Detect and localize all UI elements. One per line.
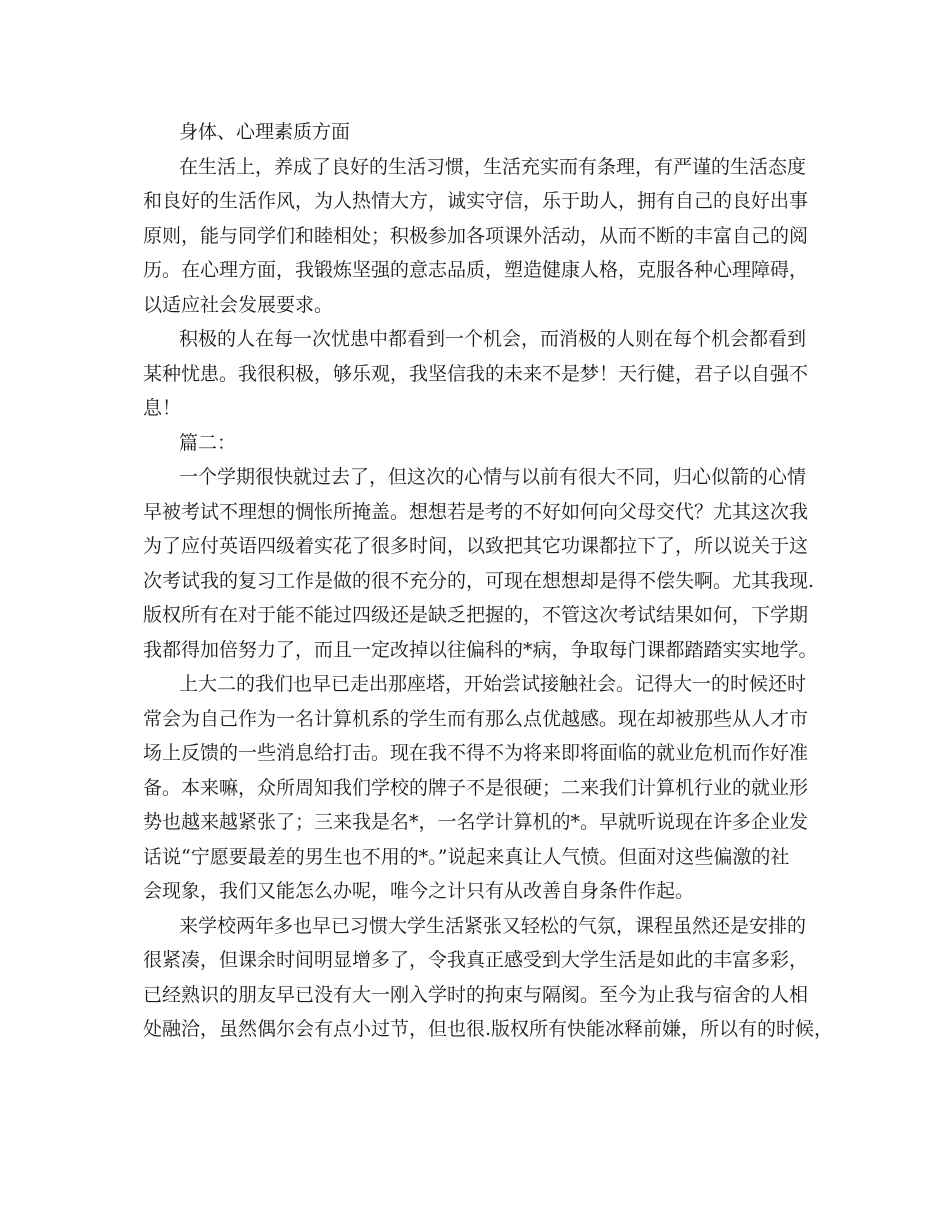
text-line: 已经熟识的朋友早已没有大一刚入学时的拘束与隔阂。至今为止我与宿舍的人相 [143, 983, 809, 1006]
text-line: 某种忧患。我很积极，够乐观，我坚信我的未来不是梦！天行健，君子以自强不 [143, 362, 809, 385]
text-line: 我都得加倍努力了，而且一定改掉以往偏科的*病，争取每门课都踏踏实实地学。 [143, 638, 818, 661]
text-line: 会现象，我们又能怎么办呢，唯今之计只有从改善自身条件作起。 [143, 880, 695, 902]
document-body [143, 115, 834, 1047]
text-line: 次考试我的复习工作是做的很不充分的，可现在想想却是得不偿失啊。尤其我现. [143, 569, 815, 592]
text-line: 和良好的生活作风，为人热情大方，诚实守信，乐于助人，拥有自己的良好出事 [143, 190, 809, 212]
text-line: 积极的人在每一次忧患中都看到一个机会，而消极的人则在每个机会都看到 [179, 328, 807, 350]
text-line: 息！ [143, 397, 182, 419]
text-line: 在生活上，养成了良好的生活习惯，生活充实而有条理，有严谨的生活态度 [179, 155, 807, 178]
text-line: 备。本来嘛，众所周知我们学校的牌子不是很硬；二来我们计算机行业的就业形 [143, 776, 809, 799]
text-line: 来学校两年多也早已习惯大学生活紧张又轻松的气氛，课程虽然还是安排的 [179, 914, 807, 937]
text-line: 身体、心理素质方面 [179, 121, 351, 143]
text-line: 为了应付英语四级着实花了很多时间，以致把其它功课都拉下了，所以说关于这 [143, 535, 809, 557]
text-line: 版权所有在对于能不能过四级还是缺乏把握的，不管这次考试结果如何，下学期 [143, 604, 809, 626]
text-line: 原则，能与同学们和睦相处；积极参加各项课外活动，从而不断的丰富自己的阅 [143, 224, 809, 247]
text-line: 篇二： [179, 431, 237, 454]
text-line: 早被考试不理想的惆怅所掩盖。想想若是考的不好如何向父母交代？尤其这次我 [143, 500, 809, 523]
text-line: 很紧凑，但课余时间明显增多了，令我真正感受到大学生活是如此的丰富多彩， [143, 949, 809, 971]
text-line: 历。在心理方面，我锻炼坚强的意志品质，塑造健康人格，克服各种心理障碍， [143, 259, 809, 281]
text-line: 处融洽，虽然偶尔会有点小过节，但也很.版权所有快能冰释前嫌，所以有的时候， [143, 1018, 834, 1040]
text-line: 势也越来越紧张了；三来我是名*，一名学计算机的*。早就听说现在许多企业发 [143, 811, 809, 833]
text-line: 话说“宁愿要最差的男生也不用的*。”说起来真让人气愤。但面对这些偏激的社 [143, 845, 790, 868]
text-line: 上大二的我们也早已走出那座塔，开始尝试接触社会。记得大一的时候还时 [179, 673, 807, 695]
text-line: 场上反馈的一些消息给打击。现在我不得不为将来即将面临的就业危机而作好准 [143, 742, 809, 764]
text-line: 一个学期很快就过去了，但这次的心情与以前有很大不同，归心似箭的心情 [179, 466, 807, 488]
text-line: 以适应社会发展要求。 [143, 293, 334, 316]
text-line: 常会为自己作为一名计算机系的学生而有那么点优越感。现在却被那些从人才市 [143, 707, 809, 730]
